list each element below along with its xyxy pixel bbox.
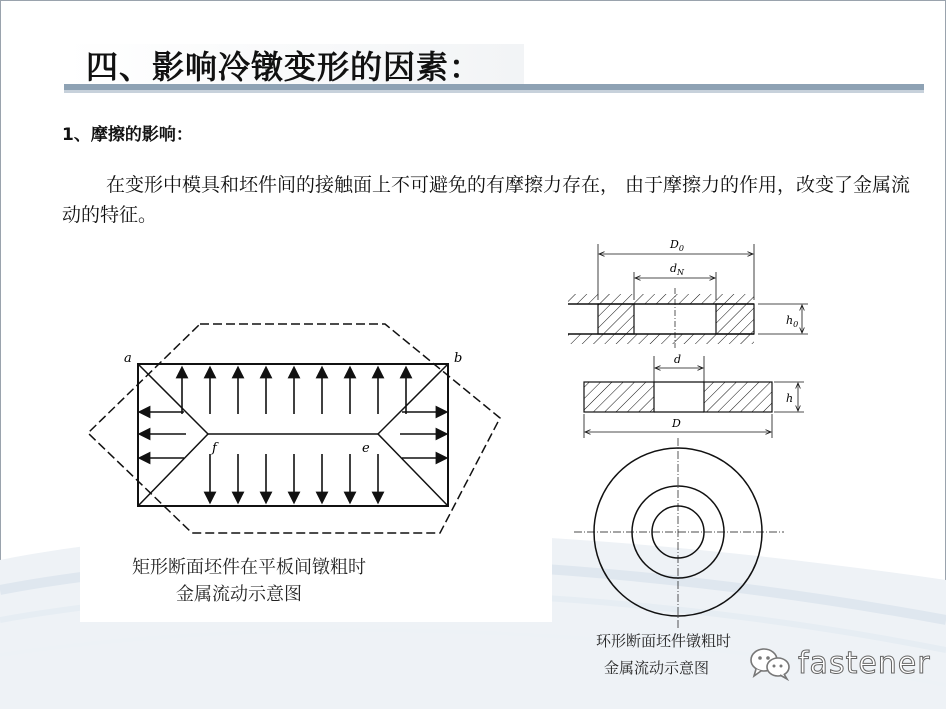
label-h: h	[786, 392, 794, 405]
section-heading: 1、摩擦的影响：	[62, 125, 193, 145]
label-b: b	[454, 351, 463, 366]
label-e: e	[362, 441, 370, 456]
watermark	[748, 643, 931, 683]
ring-top-view	[574, 438, 784, 628]
deformed-outline	[88, 324, 500, 533]
upset-section-right	[704, 382, 772, 412]
label-h0: $h_0$	[786, 314, 799, 329]
body-paragraph	[62, 170, 912, 230]
up-flow-arrows	[182, 372, 406, 414]
label-D: D	[672, 417, 681, 430]
label-D0: $D_0$	[670, 238, 684, 253]
right-flow-arrows	[400, 412, 442, 458]
label-dN: $d_N$	[670, 262, 685, 277]
label-a: a	[124, 351, 132, 366]
ring-section-right	[716, 304, 754, 334]
slide-title: 四、影响冷镦变形的因素：	[86, 48, 483, 86]
ring-billet-figure	[558, 232, 944, 674]
wechat-icon	[748, 645, 792, 681]
ring-section-left	[598, 304, 634, 334]
title-underline-bar-light	[64, 90, 924, 93]
down-flow-arrows	[210, 454, 378, 498]
left-flow-arrows	[144, 412, 186, 458]
right-caption-line1: 环形断面坯件镦粗时	[596, 632, 732, 650]
label-d: d	[674, 353, 682, 366]
label-f: f	[212, 441, 217, 456]
billet-rectangle	[138, 364, 448, 506]
left-caption-line2: 金属流动示意图	[176, 584, 302, 605]
ring-billet-diagram	[558, 232, 944, 674]
right-caption-line2: 金属流动示意图	[604, 659, 710, 677]
left-caption-line1: 矩形断面坯件在平板间镦粗时	[132, 557, 366, 578]
title-area	[64, 38, 924, 90]
body-paragraph-text: 在变形中模具和坯件间的接触面上不可避免的有摩擦力存在， 由于摩擦力的作用，改变了金属流动的特征。	[62, 174, 911, 226]
upset-section-left	[584, 382, 654, 412]
watermark-text: fastener	[798, 645, 931, 681]
